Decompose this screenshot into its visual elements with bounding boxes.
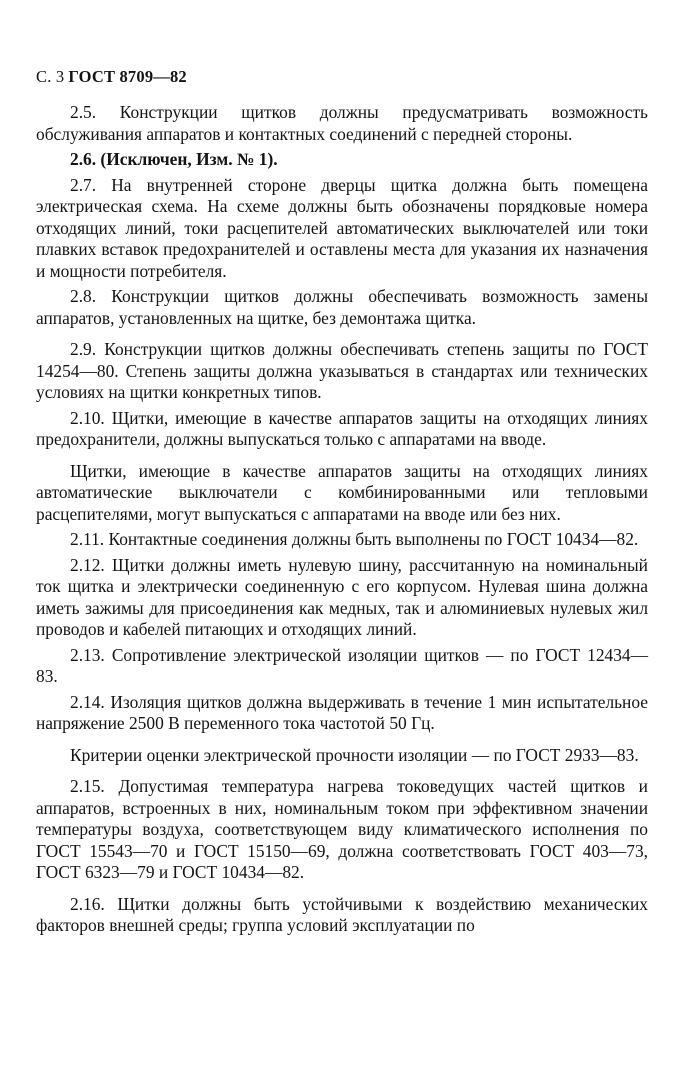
document-body (36, 102, 648, 941)
paragraph-2-15: 2.15. Допустимая температура нагрева токоведущих частей щитков и аппаратов, встроенных в них, номинальным током при эффективном значении температуры воздуха, соответствующем виду климатического исполнения по ГОСТ 15543—70 и ГОСТ 15150—69, должна соответствовать ГОСТ 403—73, ГОСТ 6323—79 и ГОСТ 10434—82. (36, 776, 648, 882)
paragraph-2-10: 2.10. Щитки, имеющие в качестве аппаратов защиты на отходящих линиях предохранители, должны выпускаться только с аппаратами на вводе. (36, 407, 648, 449)
paragraph-2-14-continued: Критерии оценки электрической прочности изоляции — по ГОСТ 2933—83. (70, 744, 639, 765)
paragraph-2-9: 2.9. Конструкции щитков должны обеспечивать степень защиты по ГОСТ 14254—80. Степень защиты должна указываться в стандартах или технических условиях на щитки конкретных типов. (36, 339, 648, 402)
paragraph-2-13: 2.13. Сопротивление электрической изоляции щитков — по ГОСТ 12434—83. (36, 644, 648, 686)
paragraph-2-8: 2.8. Конструкции щитков должны обеспечивать возможность замены аппаратов, установленных на щитке, без демонтажа щитка. (36, 286, 648, 328)
paragraph-2-11: 2.11. Контактные соединения должны быть выполнены по ГОСТ 10434—82. (70, 529, 639, 549)
paragraph-2-12: 2.12. Щитки должны иметь нулевую шину, рассчитанную на номинальный ток щитка и электрически соединенную с его корпусом. Нулевая шина должна иметь зажимы для присоединения как медных, так и алюминиевых нулевых жил проводов и кабелей питающих и отходящих линий. (36, 554, 648, 639)
paragraph-2-16: 2.16. Щитки должны быть устойчивыми к воздействию механических факторов внешней среды; группа условий эксплуатации по (36, 893, 648, 935)
paragraph-2-5: 2.5. Конструкции щитков должны предусматривать возможность обслуживания аппаратов и контактных соединений с передней стороны. (36, 102, 648, 144)
paragraph-2-10-continued: Щитки, имеющие в качестве аппаратов защиты на отходящих линиях автоматические выключатели с комбинированными или тепловыми расцепителями, могут выпускаться с аппаратами на вводе или без них. (36, 460, 648, 524)
paragraph-2-7: 2.7. На внутренней стороне дверцы щитка должна быть помещена электрическая схема. На схеме должны быть обозначены порядковые номера отходящих линий, токи расцепителей автоматических выключателей или токи плавких вставок предохранителей и оставлены места для указания их назначения и мощности потребителя. (36, 174, 648, 281)
paragraph-2-14: 2.14. Изоляция щитков должна выдерживать в течение 1 мин испытательное напряжение 2500 В переменного тока частотой 50 Гц. (36, 691, 648, 733)
page-number: С. 3 (36, 67, 65, 86)
paragraph-2-6: 2.6. (Исключен, Изм. № 1). (70, 149, 278, 169)
standard-code: ГОСТ 8709—82 (68, 67, 187, 86)
page-header (36, 68, 187, 86)
